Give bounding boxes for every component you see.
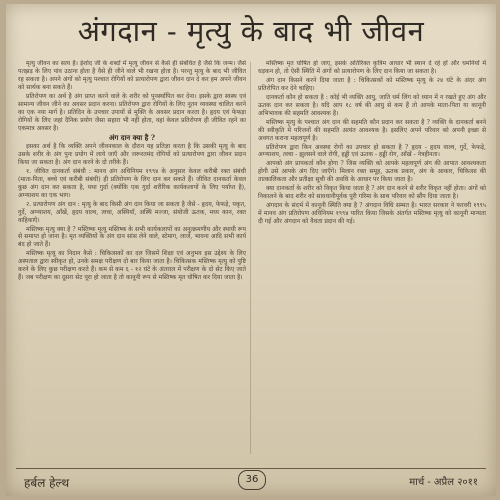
magazine-brand: हर्बल हेल्थ [24, 476, 70, 490]
section-heading: अंग दान क्या है ? [109, 132, 155, 142]
issue-date: मार्च - अप्रैल २०११ [409, 477, 478, 488]
paragraph: मस्तिष्क मृत घोषित हो जाए, इसके अतिरिक्त कृत्रिम आधार भी स्थान दे रहे हों और धमनियों में धड़कन हो, तो ऐसी स्थिति में अंगों को प्रत्यारोपण के लिए दान किया जा सकता है। [258, 60, 486, 75]
magazine-page [6, 4, 496, 496]
paragraph: मृत्यु जीवन का सत्य है। ईशोद जी के शब्दों में मृत्यु जीवन से कैसे ही संबंधित है जैसे कि जन्म। जैसे पतझड़ के लिए पांव उठाना होता है वैसे ही जीने वाले भी रखना होता है। परन्तु मृत्यु के बाद भी जीवित रह सकता है। अपने अंगों को मृत्यु पश्चात रोगियों को प्रत्यारोपण द्वारा जीवन दान दे कर हम अपने जीवन को सार्थक बना सकते हैं। [18, 60, 246, 91]
footer-rule [16, 468, 486, 469]
paragraph: मस्तिष्क मृत्यु क्या है ? मस्तिष्क मृत्यु मस्तिष्क के सभी कार्यकलापों का अनुत्क्रमणीय और स्थायी रूप से समाप्त हो जाना है। मृत व्यक्तियों के अंग दान सांस लेने वाले, स्टेमाग, लार्ज, भावना आदि सभी कार्य बंद हो जाते हैं। [18, 225, 246, 249]
paragraph: मस्तिष्क मृत्यु के पश्चात अंग दान की सहमति कौन प्रदान कर सकता है ? व्यक्ति के दानकर्ता बनने की स्वीकृति में परिजनों की सहमति अत्यंत आवश्यक है। इसलिए अपने परिवार को अपनी इच्छा से अवगत कराना महत्वपूर्ण है। [258, 118, 486, 142]
paragraph: २. प्रत्यारोपण अंग दान : मृत्यु के बाद किसी अंग दान किया जा सकता है जैसे - हृदय, फेफड़े, यकृत, गुर्दे, अग्न्याशय, आँखें, हृदय वाल्व, त्वचा, अस्थियाँ, अस्थि मज्जा, संयोजी ऊतक, मध्य कान, रक्त वाहिकाएँ। [18, 200, 246, 224]
paragraph: क्या दानकर्ता के शरीर को विकृत किया जाता है ? अंग दान करने से शरीर विकृत नहीं होता। अंगों को निकालने के बाद शरीर को सावधानीपूर्वक पूरी गरिमा के साथ परिवार को सौंप दिया जाता है। [258, 185, 486, 201]
paragraph: प्रतिरोपण द्वारा किन अवस्था रोगों का उपचार हो सकता है ? हृदय - हृदय वाल्व, गुर्दे, फेफड़े, अग्न्याशय, त्वचा - झुलसने वाले रोगी, हड्डी एवं ऊतक - हड्डी रोग, आँखें - नेत्रहीनता। [258, 143, 486, 159]
article-title: अंगदान - मृत्यु के बाद भी जीवन [77, 14, 425, 48]
page-number: 36 [238, 470, 266, 490]
left-text-column [18, 60, 246, 458]
paragraph: प्रतिरोपण का अर्थ है अंग प्राप्त करने वाले के शरीर को पुनर्स्थापित कर देना। इसके द्वारा स्वस्थ एवं सामान्य जीवन जीने का अवसर प्रदान करना। प्रतिरोपण द्वारा रोगियों के लिए नूतन व्यवस्था चालित करने का एक नया मार्ग है। प्रतिदिन के उपचार उपायों से मुक्ति के अवसर प्रदान करता है। हृदय एवं फेफड़ा रोगियों के लिए जहां दैनिक प्रयोग जैसा सहारा भी नहीं होता, वहां केवल प्रतिरोपण ही जीवित रहने का एकमात्र अवसर है। [18, 92, 246, 132]
paragraph: मस्तिष्क मृत्यु का निदान कैसे : चिकित्सकों का दल जिसमें शिक्षा एवं अनुभव इस उद्देश्य के लिए अस्पताल द्वारा स्वीकृत हो, उनके समक्ष परीक्षण दो बार किया जाता है। चिकित्सक मस्तिष्क मृत्यु को पुष्टि करने के लिए कुछ परीक्षण करते हैं। कम से कम ६ - १२ घंटे के अंतराल में परीक्षण के दो सेट किए जाते हैं। जब परीक्षण का दूसरा सेट पूरा हो जाता है तो कानूनी रूप से मस्तिष्क मृत घोषित कर दिया जाता है। [18, 250, 246, 282]
right-text-column [258, 60, 486, 458]
paragraph: अंग दान किसने करने दिया जाता है : चिकित्सकों को मस्तिष्क मृत्यु के २४ घंटे के अंदर अंग प्रतिरोपित कर देने चाहिए। [258, 76, 486, 92]
paragraph: आपको अंग प्रापकर्ता कौन होगा ? जिस व्यक्ति को आपके महत्वपूर्ण अंग की आपात आवश्यकता होगी उसे आपके अंग दिए जाएँगे। मिलान रक्त समूह, ऊतक प्रकार, अंग के आकार, चिकित्सा की तात्कालिकता और प्रतीक्षा सूची की अवधि के आधार पर किया जाता है। [258, 160, 486, 184]
paragraph: अंगदान के संदर्भ में कानूनी स्थिति क्या है ? अंगदान विधि सम्मत है। भारत सरकार ने फरवरी १९९५ में मानव अंग प्रतिरोपण अधिनियम १९९४ पारित किया जिसके अंतर्गत मस्तिष्क मृत्यु को कानूनी मान्यता दी गई और अंगदान को वैधता प्रदान की गई। [258, 202, 486, 226]
paragraph: दानकर्ता कौन हो सकता है : कोई भी व्यक्ति आयु, जाति धर्म लिंग को ध्यान में न रखते हुए अंग और ऊतक दान कर सकता है। यदि आप १८ वर्ष की आयु से कम हैं तो आपके माता-पिता या कानूनी अभिभावक की सहमति आवश्यक है। [258, 93, 486, 117]
paragraph: इसका अर्थ है कि व्यक्ति अपने जीवनकाल के दौरान यह प्रतिज्ञा करता है कि उसकी मृत्यु के बाद उसके शरीर के अंग पुनः प्रयोग में लाये जाएँ और जरूरतमंद रोगियों को प्रत्यारोपण द्वारा जीवन प्रदान किया जा सकता है। अंग दान करने के दो तरीके हैं। [18, 142, 246, 166]
paragraph: १. जीवित दानकर्ता संबंधी : मानव अंग अधिनियम १९९४ के अनुसार केवल करीबी रक्त संबंधी (माता-पिता, बच्चे एवं करीबी संबंधी) ही प्रतिरोपण के लिए दान कर सकते हैं। जीवित दानकर्ता केवल कुछ अंग दान कर सकता है, यथा गुर्दा (क्योंकि एक गुर्दा शरीरिक कार्यकलापों के लिए पर्याप्त है), अग्न्याशय का एक भाग। [18, 167, 246, 199]
column-divider [250, 62, 251, 454]
